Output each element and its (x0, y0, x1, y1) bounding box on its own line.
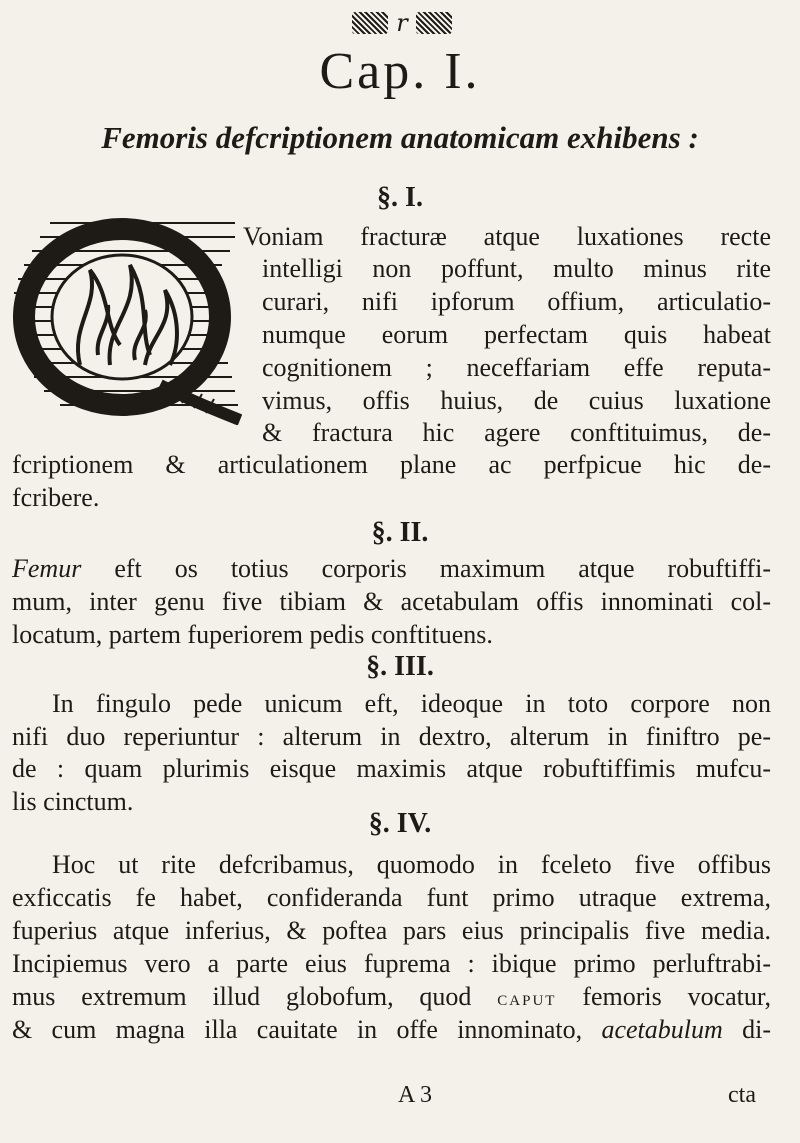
paragraph-1-line-1: Voniam fracturæ atque luxationes recte (243, 222, 771, 251)
catchword: cta (728, 1082, 756, 1108)
paragraph-4-line-5 (12, 984, 771, 1010)
paragraph-2-line-3: locatum, partem fuperiorem pedis conftituens. (12, 620, 493, 649)
ornament-mark: r (396, 9, 408, 37)
paragraph-4-line-2: exficcatis fe habet, confideranda funt primo utraque extrema, (12, 883, 771, 912)
ornament-left-icon (352, 12, 388, 34)
term-acetabulum: acetabulum (601, 1015, 723, 1044)
paragraph-4-line-4: Incipiemus vero a parte eius fuprema : ibique primo perluftrabi- (12, 949, 771, 978)
section-3-heading: §. III. (366, 651, 434, 682)
paragraph-4-line-1: Hoc ut rite defcribamus, quomodo in fceleto five offibus (52, 850, 771, 879)
chapter-title: Cap. I. (319, 43, 481, 100)
term-femur: Femur (12, 554, 82, 583)
header-ornament (322, 6, 482, 40)
paragraph-1-line-5: cognitionem ; neceffariam effe reputa- (262, 353, 771, 382)
paragraph-4-line-6-b: di- (722, 1015, 771, 1044)
paragraph-1-line-3: curari, nifi ipforum offium, articulatio- (262, 287, 771, 316)
paragraph-4-line-5-b: femoris vocatur, (556, 982, 772, 1011)
chapter-subtitle: Femoris defcriptionem anatomicam exhibens : (101, 120, 699, 155)
paragraph-4-line-3: fuperius atque inferius, & poftea pars eius principalis five media. (12, 916, 771, 945)
section-1-heading: §. I. (377, 182, 423, 213)
paragraph-3-line-1: In fingulo pede unicum eft, ideoque in toto corpore non (52, 689, 771, 718)
ornament-right-icon (416, 12, 452, 34)
paragraph-3-line-4: lis cinctum. (12, 787, 134, 816)
section-2-heading: §. II. (371, 517, 429, 548)
paragraph-2-line-1 (12, 556, 771, 582)
paragraph-1-line-4: numque eorum perfectam quis habeat (262, 320, 771, 349)
signature-mark: A 3 (398, 1082, 433, 1108)
paragraph-4-line-6-a: & cum magna illa cauitate in offe innominato, (12, 1015, 602, 1044)
paragraph-1-line-2: intelligi non poffunt, multo minus rite (262, 254, 771, 283)
paragraph-1-line-6: vimus, offis huius, de cuius luxatione (262, 386, 771, 415)
decorated-initial-q-icon (10, 215, 242, 425)
paragraph-3-line-3: de : quam plurimis eisque maximis atque robuftiffimis mufcu- (12, 754, 771, 783)
paragraph-4-line-5-a: mus extremum illud globofum, quod (12, 982, 498, 1011)
paragraph-1-line-9: fcribere. (12, 483, 100, 512)
paragraph-3-line-2: nifi duo reperiuntur : alterum in dextro, alterum in finiftro pe- (12, 722, 771, 751)
section-4-heading: §. IV. (368, 808, 432, 839)
paragraph-4-line-6 (12, 1017, 771, 1043)
term-caput: caput (497, 985, 557, 1010)
paragraph-1-line-8: fcriptionem & articulationem plane ac perfpicue hic de- (12, 450, 771, 479)
paragraph-1-line-7: & fractura hic agere conftituimus, de- (262, 418, 771, 447)
paragraph-2-line-2: mum, inter genu five tibiam & acetabulam offis innominati col- (12, 587, 771, 616)
paragraph-2-line-1-rest: eft os totius corporis maximum atque robuftiffi- (81, 554, 771, 583)
